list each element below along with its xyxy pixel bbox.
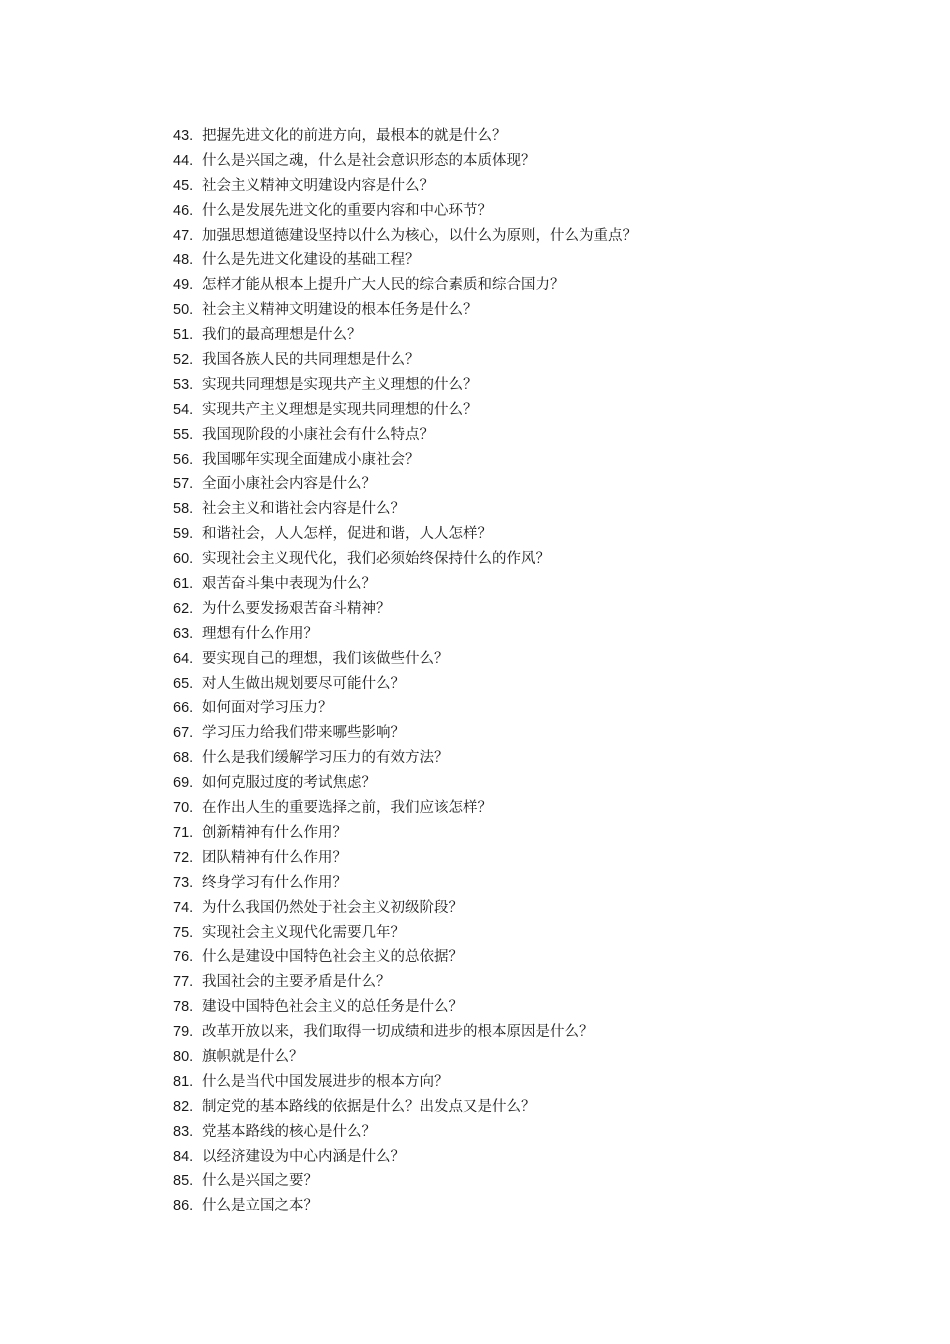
question-number: 85. xyxy=(173,1173,194,1190)
question-number: 53. xyxy=(173,376,194,393)
question-number: 80. xyxy=(173,1048,194,1065)
question-number: 52. xyxy=(173,352,194,369)
question-number: 74. xyxy=(173,899,194,916)
question-item xyxy=(173,174,637,199)
question-number: 46. xyxy=(173,202,194,219)
question-item xyxy=(173,472,637,497)
question-number: 59. xyxy=(173,526,194,543)
question-item xyxy=(173,1120,637,1145)
question-number: 81. xyxy=(173,1073,194,1090)
question-text: 理想有什么作用？ xyxy=(202,625,318,642)
question-number: 57. xyxy=(173,476,194,493)
question-text: 我们的最高理想是什么？ xyxy=(202,327,362,344)
question-list xyxy=(173,124,637,1219)
question-item xyxy=(173,597,637,622)
question-text: 和谐社会，人人怎样，促进和谐，人人怎样？ xyxy=(202,526,492,543)
question-text: 学习压力给我们带来哪些影响？ xyxy=(202,725,405,742)
question-text: 实现共同理想是实现共产主义理想的什么？ xyxy=(202,376,478,393)
question-number: 71. xyxy=(173,824,194,841)
question-number: 62. xyxy=(173,600,194,617)
question-number: 49. xyxy=(173,277,194,294)
question-text: 终身学习有什么作用？ xyxy=(202,874,347,891)
question-item xyxy=(173,323,637,348)
question-item xyxy=(173,273,637,298)
question-item xyxy=(173,497,637,522)
question-text: 什么是兴国之要？ xyxy=(202,1173,318,1190)
question-text: 党基本路线的核心是什么？ xyxy=(202,1123,376,1140)
question-text: 建设中国特色社会主义的总任务是什么？ xyxy=(202,999,463,1016)
question-number: 43. xyxy=(173,128,194,144)
question-number: 78. xyxy=(173,999,194,1016)
question-item xyxy=(173,672,637,697)
question-text: 改革开放以来，我们取得一切成绩和进步的根本原因是什么？ xyxy=(202,1024,594,1041)
question-item xyxy=(173,298,637,323)
question-text: 团队精神有什么作用？ xyxy=(202,849,347,866)
question-number: 66. xyxy=(173,700,194,717)
question-number: 44. xyxy=(173,152,194,169)
question-text: 什么是建设中国特色社会主义的总依据？ xyxy=(202,949,463,966)
question-number: 48. xyxy=(173,252,194,269)
question-number: 76. xyxy=(173,949,194,966)
question-item xyxy=(173,248,637,273)
question-item xyxy=(173,871,637,896)
question-item xyxy=(173,796,637,821)
question-text: 我国哪年实现全面建成小康社会？ xyxy=(202,451,420,468)
question-number: 83. xyxy=(173,1123,194,1140)
question-text: 我国现阶段的小康社会有什么特点？ xyxy=(202,426,434,443)
question-text: 如何面对学习压力？ xyxy=(202,700,333,717)
question-text: 以经济建设为中心内涵是什么？ xyxy=(202,1148,405,1165)
question-item xyxy=(173,547,637,572)
question-text: 什么是我们缓解学习压力的有效方法？ xyxy=(202,750,449,767)
question-item xyxy=(173,1070,637,1095)
question-text: 社会主义精神文明建设的根本任务是什么？ xyxy=(202,302,478,319)
question-number: 64. xyxy=(173,650,194,667)
question-text: 创新精神有什么作用？ xyxy=(202,824,347,841)
question-text: 什么是立国之本？ xyxy=(202,1198,318,1215)
question-number: 75. xyxy=(173,924,194,941)
question-item xyxy=(173,995,637,1020)
question-text: 实现社会主义现代化，我们必须始终保持什么的作风？ xyxy=(202,551,550,568)
question-text: 对人生做出规划要尽可能什么？ xyxy=(202,675,405,692)
question-number: 82. xyxy=(173,1098,194,1115)
question-number: 51. xyxy=(173,327,194,344)
question-item xyxy=(173,348,637,373)
question-number: 73. xyxy=(173,874,194,891)
question-item xyxy=(173,970,637,995)
question-number: 79. xyxy=(173,1024,194,1041)
question-item xyxy=(173,846,637,871)
question-number: 60. xyxy=(173,551,194,568)
question-number: 63. xyxy=(173,625,194,642)
question-text: 实现社会主义现代化需要几年？ xyxy=(202,924,405,941)
question-text: 艰苦奋斗集中表现为什么？ xyxy=(202,576,376,593)
question-text: 实现共产主义理想是实现共同理想的什么？ xyxy=(202,401,478,418)
question-number: 54. xyxy=(173,401,194,418)
question-number: 58. xyxy=(173,501,194,518)
question-item xyxy=(173,921,637,946)
question-item xyxy=(173,1020,637,1045)
question-text: 怎样才能从根本上提升广大人民的综合素质和综合国力？ xyxy=(202,277,565,294)
question-number: 47. xyxy=(173,227,194,244)
question-text: 在作出人生的重要选择之前，我们应该怎样？ xyxy=(202,800,492,817)
question-item xyxy=(173,821,637,846)
question-number: 68. xyxy=(173,750,194,767)
question-item xyxy=(173,423,637,448)
question-number: 69. xyxy=(173,775,194,792)
question-item xyxy=(173,647,637,672)
question-item xyxy=(173,1145,637,1170)
question-text: 加强思想道德建设坚持以什么为核心，以什么为原则，什么为重点？ xyxy=(202,227,637,244)
question-number: 45. xyxy=(173,177,194,194)
question-item xyxy=(173,1045,637,1070)
question-number: 55. xyxy=(173,426,194,443)
question-item xyxy=(173,696,637,721)
question-number: 84. xyxy=(173,1148,194,1165)
question-item xyxy=(173,1095,637,1120)
question-text: 如何克服过度的考试焦虑？ xyxy=(202,775,376,792)
question-item xyxy=(173,522,637,547)
question-item xyxy=(173,398,637,423)
question-text: 什么是发展先进文化的重要内容和中心环节？ xyxy=(202,202,492,219)
question-item xyxy=(173,124,637,149)
question-item xyxy=(173,224,637,249)
question-text: 什么是先进文化建设的基础工程？ xyxy=(202,252,420,269)
question-item xyxy=(173,771,637,796)
question-number: 65. xyxy=(173,675,194,692)
question-text: 什么是当代中国发展进步的根本方向？ xyxy=(202,1073,449,1090)
question-item xyxy=(173,1169,637,1194)
question-item xyxy=(173,896,637,921)
question-number: 70. xyxy=(173,800,194,817)
question-item xyxy=(173,199,637,224)
question-number: 56. xyxy=(173,451,194,468)
question-text: 把握先进文化的前进方向，最根本的就是什么？ xyxy=(202,128,507,144)
question-number: 72. xyxy=(173,849,194,866)
question-item xyxy=(173,572,637,597)
question-item xyxy=(173,149,637,174)
question-text: 旗帜就是什么？ xyxy=(202,1048,304,1065)
question-item xyxy=(173,373,637,398)
question-number: 61. xyxy=(173,576,194,593)
question-number: 86. xyxy=(173,1198,194,1215)
question-text: 社会主义和谐社会内容是什么？ xyxy=(202,501,405,518)
question-number: 50. xyxy=(173,302,194,319)
question-item xyxy=(173,622,637,647)
question-text: 社会主义精神文明建设内容是什么？ xyxy=(202,177,434,194)
question-text: 什么是兴国之魂，什么是社会意识形态的本质体现？ xyxy=(202,152,536,169)
question-item xyxy=(173,448,637,473)
question-item xyxy=(173,746,637,771)
question-text: 为什么要发扬艰苦奋斗精神？ xyxy=(202,600,391,617)
question-text: 制定党的基本路线的依据是什么？出发点又是什么？ xyxy=(202,1098,536,1115)
question-text: 全面小康社会内容是什么？ xyxy=(202,476,376,493)
question-item xyxy=(173,721,637,746)
question-text: 我国社会的主要矛盾是什么？ xyxy=(202,974,391,991)
question-text: 我国各族人民的共同理想是什么？ xyxy=(202,352,420,369)
question-text: 为什么我国仍然处于社会主义初级阶段？ xyxy=(202,899,463,916)
question-item xyxy=(173,1194,637,1219)
question-number: 67. xyxy=(173,725,194,742)
question-number: 77. xyxy=(173,974,194,991)
question-text: 要实现自己的理想，我们该做些什么？ xyxy=(202,650,449,667)
question-item xyxy=(173,945,637,970)
